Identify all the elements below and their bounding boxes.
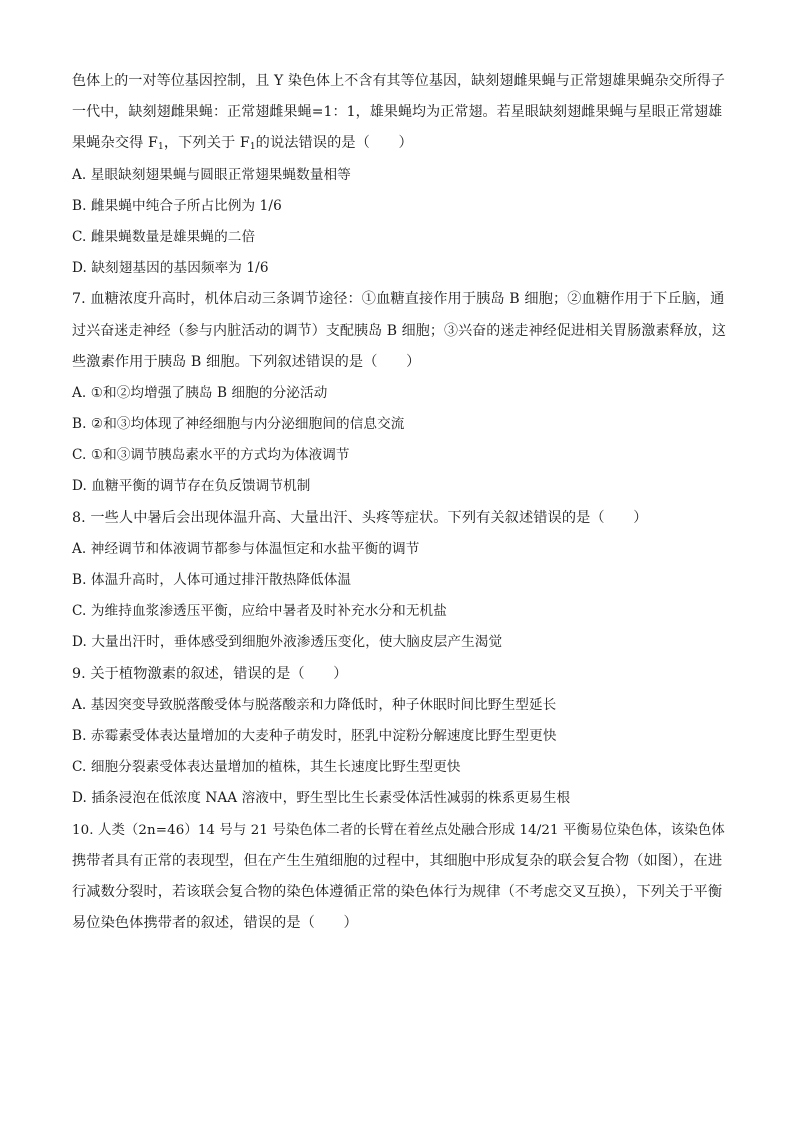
question-6-stem-line: 一代中，缺刻翅雌果蝇：正常翅雌果蝇=1：1，雄果蝇均为正常翅。若星眼缺刻翅雌果蝇与星眼正常翅雄 [72,104,723,121]
question-10-stem-line: 行减数分裂时，若该联会复合物的染色体遵循正常的染色体行为规律（不考虑交叉互换），下列关于平衡 [72,883,723,900]
question-10 [72,815,728,940]
question-9-option-b: B. 赤霉素受体表达量增加的大麦种子萌发时，胚乳中淀粉分解速度比野生型更快 [72,727,557,744]
question-7-option-a: A. ①和②均增强了胰岛 B 细胞的分泌活动 [72,384,328,401]
question-7-option-b: B. ②和③均体现了神经细胞与内分泌细胞间的信息交流 [72,416,405,433]
question-6-option-a: A. 星眼缺刻翅果蝇与圆眼正常翅果蝇数量相等 [72,166,351,183]
question-8-option-a: A. 神经调节和体液调节都参与体温恒定和水盐平衡的调节 [72,540,420,557]
question-6-option-b: B. 雌果蝇中纯合子所占比例为 1/6 [72,197,282,214]
question-6-stem-line: 果蝇杂交得 $F_1$，下列关于 $F_1$的说法错误的是（ ） [72,135,413,153]
question-8-option-d: D. 大量出汗时，垂体感受到细胞外液渗透压变化，使大脑皮层产生渴觉 [72,634,503,651]
question-9 [72,659,728,815]
question-7-stem-line: 过兴奋迷走神经（参与内脏活动的调节）支配胰岛 B 细胞；③兴奋的迷走神经促进相关胃肠激素释放，这 [72,322,726,339]
exam-page [72,66,728,939]
question-7-stem-line: 些激素作用于胰岛 B 细胞。下列叙述错误的是（ ） [72,353,421,370]
question-9-option-a: A. 基因突变导致脱落酸受体与脱落酸亲和力降低时，种子休眠时间比野生型延长 [72,696,557,713]
question-10-stem-line: 携带者具有正常的表现型，但在产生生殖细胞的过程中，其细胞中形成复杂的联会复合物（如图），在进 [72,852,723,869]
question-8 [72,503,728,659]
question-10-stem-line: 易位染色体携带者的叙述，错误的是（ ） [72,915,358,932]
question-10-stem-line: 10. 人类（2n=46）14 号与 21 号染色体二者的长臂在着丝点处融合形成 14/21 平衡易位染色体，该染色体 [72,822,725,838]
question-9-option-d: D. 插条浸泡在低浓度 NAA 溶液中，野生型比生长素受体活性减弱的株系更易生根 [72,790,571,807]
question-9-stem-line: 9. 关于植物激素的叙述，错误的是（ ） [72,665,348,682]
question-7-option-c: C. ①和③调节胰岛素水平的方式均为体液调节 [72,447,350,464]
question-6-option-d: D. 缺刻翅基因的基因频率为 1/6 [72,260,269,277]
question-8-option-c: C. 为维持血浆渗透压平衡，应给中暑者及时补充水分和无机盐 [72,603,447,620]
question-8-stem-line: 8. 一些人中暑后会出现体温升高、大量出汗、头疼等症状。下列有关叙述错误的是（ ） [72,509,648,526]
question-6-stem-line: 色体上的一对等位基因控制，且 Y 染色体上不含有其等位基因，缺刻翅雌果蝇与正常翅雄果蝇杂交所得子 [72,73,725,89]
question-7-stem-line: 7. 血糖浓度升高时，机体启动三条调节途径：①血糖直接作用于胰岛 B 细胞；②血糖作用于下丘脑，通 [72,291,725,308]
question-9-option-c: C. 细胞分裂素受体表达量增加的植株，其生长速度比野生型更快 [72,759,461,776]
question-7 [72,284,728,502]
question-8-option-b: B. 体温升高时，人体可通过排汗散热降低体温 [72,572,352,588]
question-6-option-c: C. 雌果蝇数量是雄果蝇的二倍 [72,228,256,245]
question-6 [72,66,728,284]
question-7-option-d: D. 血糖平衡的调节存在负反馈调节机制 [72,478,311,495]
